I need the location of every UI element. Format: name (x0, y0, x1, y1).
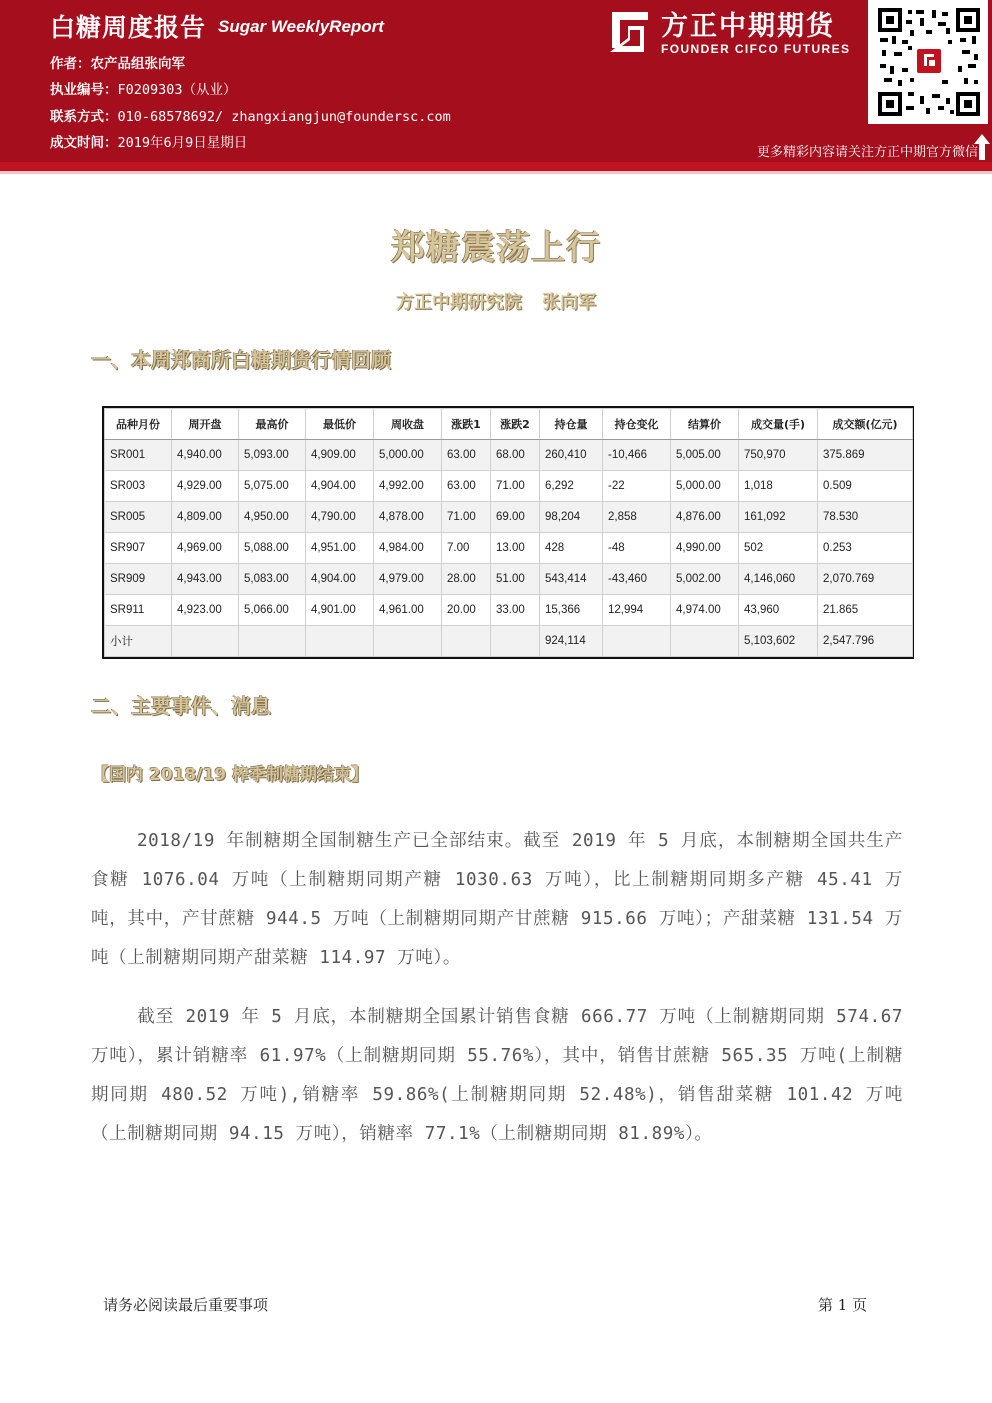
table-row (105, 533, 913, 564)
header-divider (0, 162, 992, 171)
qr-code-icon (876, 6, 982, 118)
table-cell: SR003 (105, 471, 172, 502)
date-label: 成文时间： (50, 135, 118, 151)
table-cell: 543,414 (540, 564, 603, 595)
table-cell: 2,858 (603, 502, 671, 533)
subtitle: 方正中期研究院 张向军 (395, 292, 597, 313)
table-cell: 1,018 (739, 471, 818, 502)
table-cell: 小计 (105, 626, 172, 657)
table-cell: 260,410 (540, 440, 603, 471)
table-cell: 4,969.00 (172, 533, 239, 564)
table-cell: 21.865 (818, 595, 913, 626)
paragraph-text: 截至 2019 年 5 月底，本制糖期全国累计销售食糖 666.77 万吨（上制糖期同期 574.67 万吨），累计销糖率 61.97%（上制糖期同期 55.76%），其中，销售甘蔗糖 565.35 万吨(上制糖期同期 480.52 万吨),销糖率 59.86%(上制糖期同期 52.48%)，销售甜菜糖 101.42 万吨（上制糖期同期 94.15 万吨），销糖率 77.1%（上制糖期同期 81.89%）。 (91, 1007, 903, 1144)
table-header-cell: 持仓量 (540, 409, 603, 440)
table-cell: 4,950.00 (239, 502, 306, 533)
table-header-cell: 成交量(手) (739, 409, 818, 440)
table-cell: 4,878.00 (374, 502, 442, 533)
contact-line (50, 105, 451, 125)
table-cell (374, 626, 442, 657)
table-cell: SR911 (105, 595, 172, 626)
table-cell: SR005 (105, 502, 172, 533)
contact-value: 010-68578692/ zhangxiangjun@foundersc.com (117, 109, 451, 125)
table-cell: 0.509 (818, 471, 913, 502)
author-line (50, 52, 185, 72)
table-cell: 4,904.00 (306, 564, 374, 595)
table-row (105, 502, 913, 533)
table-cell: -22 (603, 471, 671, 502)
table-cell: 750,970 (739, 440, 818, 471)
table-cell: 4,901.00 (306, 595, 374, 626)
license-value: F0209303（从业） (117, 82, 237, 98)
table-cell: SR001 (105, 440, 172, 471)
author-value: 农产品组张向军 (90, 56, 185, 72)
table-cell: 5,005.00 (671, 440, 739, 471)
wechat-qr-code (868, 0, 988, 124)
table-cell (239, 626, 306, 657)
table-cell (172, 626, 239, 657)
date-value: 2019年6月9日星期日 (117, 135, 248, 151)
header-banner (0, 0, 992, 162)
table-cell: SR907 (105, 533, 172, 564)
table-cell: 7.00 (442, 533, 491, 564)
table-row (105, 564, 913, 595)
table-cell: 2,547.796 (818, 626, 913, 657)
table-cell: 4,951.00 (306, 533, 374, 564)
license-label: 执业编号： (50, 82, 118, 98)
table-cell: 4,923.00 (172, 595, 239, 626)
table-cell: -48 (603, 533, 671, 564)
table-header-cell: 周开盘 (172, 409, 239, 440)
date-line (50, 131, 247, 151)
table-cell (603, 626, 671, 657)
logo-text-en: FOUNDER CIFCO FUTURES (661, 42, 851, 56)
founder-logo-icon (604, 8, 652, 56)
table-header-cell: 周收盘 (374, 409, 442, 440)
table-cell: 924,114 (540, 626, 603, 657)
table-cell: 71.00 (491, 471, 540, 502)
paragraph-sales (91, 998, 903, 1154)
table-cell: 15,366 (540, 595, 603, 626)
table-cell: 4,990.00 (671, 533, 739, 564)
table-cell: 4,809.00 (172, 502, 239, 533)
company-logo (604, 6, 856, 58)
main-title: 郑糖震荡上行 (391, 228, 601, 268)
table-cell: -10,466 (603, 440, 671, 471)
table-header-cell: 持仓变化 (603, 409, 671, 440)
table-cell: 4,974.00 (671, 595, 739, 626)
table-cell: SR909 (105, 564, 172, 595)
table-cell: 0.253 (818, 533, 913, 564)
table-cell: 4,909.00 (306, 440, 374, 471)
header-divider-light (0, 171, 992, 174)
table-cell: 4,940.00 (172, 440, 239, 471)
author-label: 作者： (50, 56, 91, 72)
section-heading-review: 一、本周郑商所白糖期货行情回顾 (91, 348, 391, 372)
table-cell: 28.00 (442, 564, 491, 595)
table-cell: 98,204 (540, 502, 603, 533)
table-cell: 4,961.00 (374, 595, 442, 626)
report-title: 白糖周度报告 (50, 13, 207, 42)
page-number: 第 1 页 (818, 1296, 868, 1314)
table-cell: 68.00 (491, 440, 540, 471)
table-cell: 20.00 (442, 595, 491, 626)
license-line (50, 78, 237, 98)
news-heading: 【国内 2018/19 榨季制糖期结束】 (92, 765, 369, 785)
table-cell: 4,790.00 (306, 502, 374, 533)
table-cell: 4,929.00 (172, 471, 239, 502)
table-cell (491, 626, 540, 657)
table-row (105, 440, 913, 471)
table-cell: 5,002.00 (671, 564, 739, 595)
table-cell: 78.530 (818, 502, 913, 533)
table-cell: 5,066.00 (239, 595, 306, 626)
table-cell: 4,992.00 (374, 471, 442, 502)
table-cell: 69.00 (491, 502, 540, 533)
contact-label: 联系方式： (50, 109, 118, 125)
table-cell: 43,960 (739, 595, 818, 626)
table-header-cell: 涨跌2 (491, 409, 540, 440)
table-header-cell: 品种月份 (105, 409, 172, 440)
table-cell: 428 (540, 533, 603, 564)
table-cell: 4,979.00 (374, 564, 442, 595)
table-cell: 4,984.00 (374, 533, 442, 564)
table-cell: 51.00 (491, 564, 540, 595)
table-cell: 4,146,060 (739, 564, 818, 595)
table-cell: 5,093.00 (239, 440, 306, 471)
table-header-cell: 涨跌1 (442, 409, 491, 440)
table-cell: 5,000.00 (374, 440, 442, 471)
logo-text-cn: 方正中期期货 (661, 11, 835, 42)
table-cell: 502 (739, 533, 818, 564)
arrow-up-icon (974, 134, 990, 160)
table-row (105, 626, 913, 657)
wechat-note: 更多精彩内容请关注方正中期官方微信 (756, 145, 978, 160)
table-cell: 5,088.00 (239, 533, 306, 564)
table-cell: 6,292 (540, 471, 603, 502)
table-cell: 63.00 (442, 440, 491, 471)
table-cell: 4,876.00 (671, 502, 739, 533)
table-cell: 5,000.00 (671, 471, 739, 502)
table-cell (671, 626, 739, 657)
table-row (105, 471, 913, 502)
table-cell: 33.00 (491, 595, 540, 626)
paragraph-text: 2018/19 年制糖期全国制糖生产已全部结束。截至 2019 年 5 月底，本制糖期全国共生产食糖 1076.04 万吨（上制糖期同期产糖 1030.63 万吨），比上制糖期同期多产糖 45.41 万吨，其中，产甘蔗糖 944.5 万吨（上制糖期同期产甘蔗糖 915.66 万吨）；产甜菜糖 131.54 万吨（上制糖期同期产甜菜糖 114.97 万吨）。 (91, 831, 903, 968)
table-row (105, 595, 913, 626)
table-cell: 5,103,602 (739, 626, 818, 657)
table-cell: 4,943.00 (172, 564, 239, 595)
table-cell (306, 626, 374, 657)
table-header-cell: 最低价 (306, 409, 374, 440)
table-header-cell: 成交额(亿元) (818, 409, 913, 440)
table-cell: 161,092 (739, 502, 818, 533)
table-cell (442, 626, 491, 657)
report-title-en: Sugar WeeklyReport (218, 17, 384, 36)
table-header-row (105, 409, 913, 440)
table-cell: 71.00 (442, 502, 491, 533)
table-cell: 2,070.769 (818, 564, 913, 595)
table-header-cell: 结算价 (671, 409, 739, 440)
paragraph-production (91, 822, 903, 978)
table-cell: 5,075.00 (239, 471, 306, 502)
table-cell: -43,460 (603, 564, 671, 595)
table-cell: 13.00 (491, 533, 540, 564)
market-table (102, 406, 914, 659)
table-cell: 12,994 (603, 595, 671, 626)
table-cell: 4,904.00 (306, 471, 374, 502)
table-cell: 375.869 (818, 440, 913, 471)
table-cell: 63.00 (442, 471, 491, 502)
table-header-cell: 最高价 (239, 409, 306, 440)
section-heading-news: 二、主要事件、消息 (91, 694, 271, 718)
table-cell: 5,083.00 (239, 564, 306, 595)
footer-notice: 请务必阅读最后重要事项 (103, 1296, 269, 1314)
